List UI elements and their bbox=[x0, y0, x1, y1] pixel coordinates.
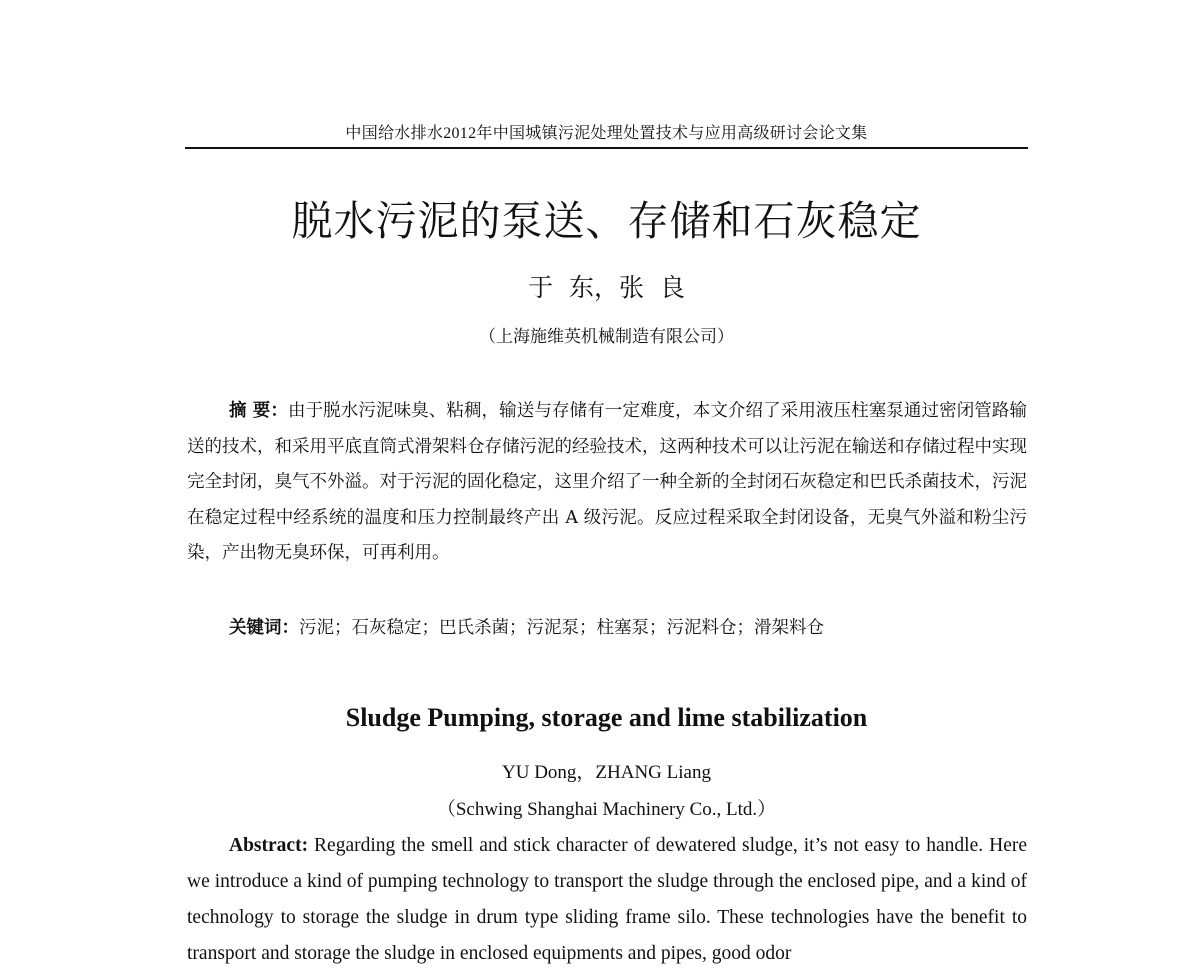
header-rule bbox=[185, 147, 1028, 149]
cn-authors: 于 东，张 良 bbox=[528, 273, 685, 302]
cn-keywords-label: 关键词： bbox=[229, 618, 299, 638]
running-header: 中国给水排水2012年中国城镇污泥处理处置技术与应用高级研讨会论文集 bbox=[345, 125, 868, 142]
cn-abstract bbox=[187, 394, 1027, 572]
en-title: Sludge Pumping, storage and lime stabilization bbox=[345, 703, 868, 732]
en-abstract-text: Regarding the smell and stick character of dewatered sludge, it’s not easy to handle. Here we introduce a kind of pumping technology to transport the sludge through the enclosed pipe, and a kind of technology to storage the sludge in drum type sliding frame silo. These technologies have the benefit to transport and storage the sludge in enclosed equipments and pipes, good odor bbox=[187, 835, 1027, 964]
cn-keywords bbox=[229, 613, 1029, 643]
en-affiliation: （Schwing Shanghai Machinery Co., Ltd.） bbox=[436, 799, 777, 820]
cn-title: 脱水污泥的泵送、存储和石灰稳定 bbox=[291, 197, 922, 245]
cn-affiliation: （上海施维英机械制造有限公司） bbox=[479, 327, 734, 347]
cn-abstract-text: 由于脱水污泥味臭、粘稠，输送与存储有一定难度，本文介绍了采用液压柱塞泵通过密闭管路输送的技术，和采用平底直筒式滑架料仓存储污泥的经验技术，这两种技术可以让污泥在输送和存储过程中实现完全封闭，臭气不外溢。对于污泥的固化稳定，这里介绍了一种全新的全封闭石灰稳定和巴氏杀菌技术，污泥在稳定过程中经系统的温度和压力控制最终产出 A 级污泥。反应过程采取全封闭设备，无臭气外溢和粉尘污染，产出物无臭环保，可再利用。 bbox=[187, 401, 1027, 564]
cn-keywords-text: 污泥；石灰稳定；巴氏杀菌；污泥泵；柱塞泵；污泥料仓；滑架料仓 bbox=[299, 618, 824, 638]
cn-abstract-label: 摘 要： bbox=[229, 401, 288, 421]
en-abstract-label: Abstract: bbox=[229, 835, 309, 856]
en-authors: YU Dong，ZHANG Liang bbox=[502, 762, 711, 783]
en-abstract bbox=[187, 828, 1027, 972]
